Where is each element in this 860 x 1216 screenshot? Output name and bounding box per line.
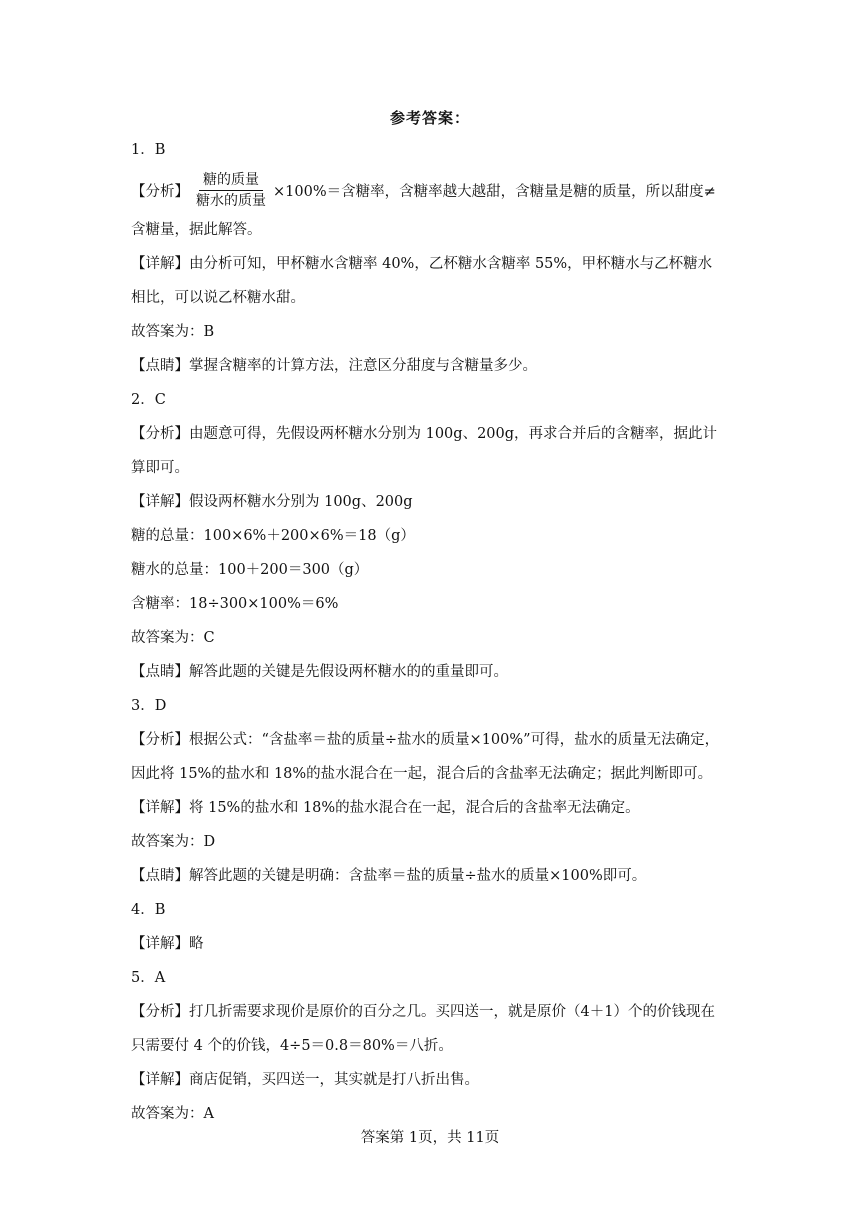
q3-conclusion: 故答案为：D — [131, 834, 216, 850]
q2-detail-line1: 【详解】假设两杯糖水分别为 100g、200g — [131, 494, 413, 510]
q2-conclusion: 故答案为：C — [131, 630, 215, 646]
q2-answer: 2．C — [131, 392, 166, 408]
q2-detail-line3: 糖水的总量：100＋200＝300（g） — [131, 562, 369, 578]
q1-analysis-line2: 含糖量，据此解答。 — [131, 222, 262, 238]
q3-analysis-line1: 【分析】根据公式：“含盐率＝盐的质量÷盐水的质量×100%”可得，盐水的质量无法确定， — [131, 732, 720, 748]
fraction-denominator: 糖水的质量 — [196, 192, 266, 209]
sugar-ratio-fraction — [192, 171, 270, 210]
q2-detail-line4: 含糖率：18÷300×100%＝6% — [131, 596, 339, 612]
page-title: 参考答案： — [389, 109, 470, 127]
answer-content — [131, 133, 731, 1131]
q5-conclusion: 故答案为：A — [131, 1106, 214, 1122]
q1-answer: 1．B — [131, 142, 166, 158]
q3-detail-line1: 【详解】将 15%的盐水和 18%的盐水混合在一起，混合后的含盐率无法确定。 — [131, 800, 640, 816]
q1-detail-line1: 【详解】由分析可知，甲杯糖水含糖率 40%，乙杯糖水含糖率 55%，甲杯糖水与乙杯糖水 — [131, 256, 713, 272]
q2-detail-line2: 糖的总量：100×6%＋200×6%＝18（g） — [131, 528, 415, 544]
q1-comment: 【点睛】掌握含糖率的计算方法，注意区分甜度与含糖量多少。 — [131, 358, 537, 374]
fraction-numerator: 糖的质量 — [199, 171, 263, 191]
q2-analysis-line1: 【分析】由题意可得，先假设两杯糖水分别为 100g、200g，再求合并后的含糖率，据此计 — [131, 426, 718, 442]
q5-detail-line1: 【详解】商店促销，买四送一，其实就是打八折出售。 — [131, 1072, 479, 1088]
q1-detail-line2: 相比，可以说乙杯糖水甜。 — [131, 290, 305, 306]
q4-detail-line1: 【详解】略 — [131, 936, 204, 952]
q3-answer: 3．D — [131, 698, 167, 714]
q5-analysis-line1: 【分析】打几折需要求现价是原价的百分之几。买四送一，就是原价（4＋1）个的价钱现在 — [131, 1004, 715, 1020]
q2-analysis-line2: 算即可。 — [131, 460, 189, 476]
q5-analysis-line2: 只需要付 4 个的价钱，4÷5＝0.8＝80%＝八折。 — [131, 1038, 453, 1054]
q3-analysis-line2: 因此将 15%的盐水和 18%的盐水混合在一起，混合后的含盐率无法确定；据此判断即可。 — [131, 766, 713, 782]
analysis-tag: 【分析】 — [131, 183, 189, 200]
q2-comment: 【点睛】解答此题的关键是先假设两杯糖水的的重量即可。 — [131, 664, 508, 680]
q1-analysis-rest: ×100%＝含糖率，含糖率越大越甜，含糖量是糖的质量，所以甜度≠ — [273, 183, 716, 200]
q1-analysis-line1 — [131, 167, 731, 213]
page-footer: 答案第 1页，共 11页 — [360, 1130, 500, 1146]
q3-comment: 【点睛】解答此题的关键是明确：含盐率＝盐的质量÷盐水的质量×100%即可。 — [131, 868, 647, 884]
q1-conclusion: 故答案为：B — [131, 324, 215, 340]
q4-answer: 4．B — [131, 902, 166, 918]
q5-answer: 5．A — [131, 970, 166, 986]
